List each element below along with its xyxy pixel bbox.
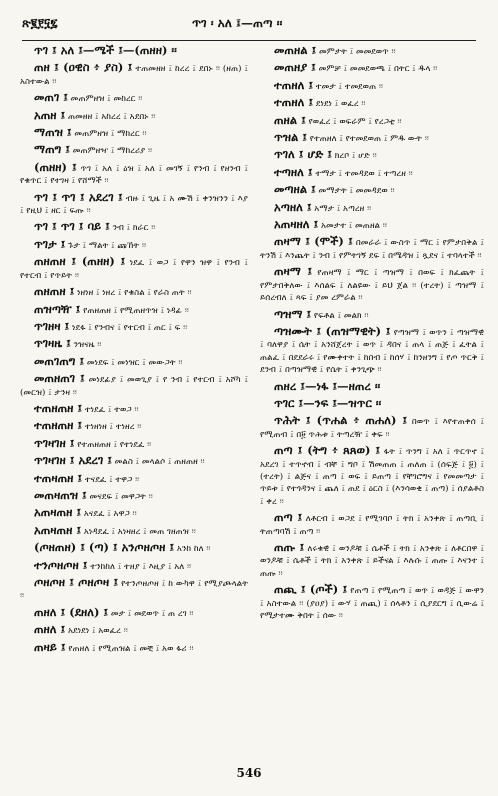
entry-definition: ብዙ ፤ ጊዜ ፤ አ ሙሽ ፤ ቀንዝንን ፤ እያ ፤ የዚህ ፤ ዘር ፤ ፍጡ ፡፡ xyxy=(20,193,248,217)
dictionary-entry xyxy=(260,183,484,197)
entry-definition: መነደፊያ ፤ መወጊያ ፤ የ ንብ ፤ የተርብ ፤ አሾካ ፤ (መርዝ) ፤ ታንዛ ፡፡ xyxy=(20,375,248,398)
entry-definition: ተመታ ፤ ተመደወጠ ፡፡ xyxy=(315,81,383,92)
entry-definition: ተማታ ፤ ተመዳደወ ፤ ተጣረዘ ፡፡ xyxy=(315,168,413,179)
dictionary-entry xyxy=(260,218,484,232)
dictionary-entry xyxy=(20,541,248,555)
right-column xyxy=(260,44,484,756)
entry-headword: መጠዘል ፤ xyxy=(274,44,317,57)
dictionary-entry xyxy=(20,337,248,351)
entry-definition: ነደፋ ፤ የንብና ፤ የተርብ ፤ ጠር ፤ ፍ ፡፡ xyxy=(71,322,188,333)
entry-headword: ጥገ ፤ አለ ፤—ሜች ፤—(ጠዘዘ) ፡፡ xyxy=(34,44,177,57)
dictionary-entry xyxy=(20,44,248,58)
dictionary-entry xyxy=(260,308,484,322)
dictionary-entry xyxy=(260,44,484,58)
entry-definition: መናደፍ ፤ መዋጋት ፡፡ xyxy=(89,491,153,502)
entry-definition: መማታት ፤ መመዳደወ ፡፡ xyxy=(318,186,395,197)
entry-definition: ንብ ፤ ክራር ፡፡ xyxy=(112,223,156,234)
dictionary-entry xyxy=(260,541,484,580)
entry-headword: ተጠዘጠዘ ፤ xyxy=(34,418,83,433)
dictionary-entry xyxy=(20,641,248,655)
entry-definition: አነዳደፈ ፤ አነዛዘረ ፤ መጠ ገዘጠዝ ፡፡ xyxy=(83,526,196,537)
dictionary-entry xyxy=(20,606,248,620)
entry-definition: ደነደነ ፤ ወፈረ ፡፡ xyxy=(315,99,366,110)
dictionary-entry xyxy=(260,444,484,508)
entry-headword: ጥሕት ፤ (ጥሐል ፥ ጠሐለ) ፤ xyxy=(274,413,408,428)
entry-definition: የፍቶል ፤ መልክ ፡፡ xyxy=(313,310,369,321)
dictionary-entry xyxy=(20,126,248,140)
dictionary-entry xyxy=(20,303,248,317)
entry-definition: መልስ ፤ መላልሶ ፤ ጠዘጠዘ ፡፡ xyxy=(114,457,205,468)
dictionary-entry xyxy=(260,79,484,93)
entry-definition: ነደፈ ፤ ወጋ ፤ የዋን ዝዋ ፤ የንብ ፤ የተርብ ፤ የጥይት ፡፡ xyxy=(20,258,248,281)
entry-headword: ጦዘጦዘ ፤ ጦዘጦዛ ፤ xyxy=(34,575,119,589)
page-number: 546 xyxy=(236,766,262,780)
entry-definition: አማታ ፤ አጣረዘ ፡፡ xyxy=(314,203,372,214)
dictionary-entry xyxy=(20,454,248,468)
entry-definition: ጠመዘዘ ፤ አከረረ ፤ አደበኑ ፡፡ xyxy=(68,111,156,122)
entry-definition: መጠምዘዝ ፤ መከረር ፡፡ xyxy=(70,94,143,105)
entry-headword: ጥገዛገዘ ፤ አደረገ ፤ xyxy=(34,453,112,468)
entry-definition: አደነደነ ፤ አወፈረ ፡፡ xyxy=(68,626,128,637)
dictionary-entry xyxy=(20,320,248,334)
entry-headword: ጠዛማ ፤ xyxy=(274,264,313,279)
left-column xyxy=(20,44,248,756)
dictionary-entry xyxy=(20,559,248,573)
entry-definition: መምታት ፤ መመደወጥ ፡፡ xyxy=(318,47,396,57)
dictionary-entry xyxy=(260,61,484,75)
entry-headword: መጠዛጠዝ ፤ xyxy=(34,487,87,502)
entry-definition: የጠጣ ፤ የሚጠጣ ፤ ወጥ ፤ ወዳጅ ፤ ውዋን ፤ አስተውል ፡፡ (ያዐያ) ፤ ውሃ ፤ ጠጪ) ፤ ሰላቶን ፤ ሲያደርግ ፤ ሲውሬ ፤ የሚታተሙ ቅበት ፤ ሰው ፡፡ xyxy=(260,586,484,622)
entry-definition: ጥገ ፤ አለ ፤ ዕዝ ፤ አለ ፤ መገኝ ፤ የንብ ፤ የዘንብ ፤ የቁጥር ፤ የተገዛ ፤ የሸማች ፡፡ xyxy=(20,163,248,187)
entry-headword: አጠዛጠዘ ፤ xyxy=(34,505,82,520)
entry-definition: ነዘነዘ ፤ ነዘረ ፤ የቁስል ፤ የራስ ጠት ፡፡ xyxy=(77,288,192,299)
entry-definition: የተጠዘለ ፤ የተመደወጠ ፤ ምዱ ውት ፡፡ xyxy=(309,134,429,145)
dictionary-entry xyxy=(260,148,484,162)
entry-headword: ጠዘጠዘ ፤ xyxy=(34,284,75,299)
dictionary-entry xyxy=(20,285,248,299)
entry-headword: ጠጡ ፤ xyxy=(274,540,305,554)
entry-headword: (ጦዘጠዘ) ፤ (ጣ) ፤ አንጦዘጦዘ ፤ xyxy=(34,540,175,555)
entry-headword: ጠዘጠዘ ፤ (ጠዘዘ) ፤ xyxy=(34,254,126,269)
entry-definition: ጉታ ፤ ማልት ፤ ጩኸት ፡፡ xyxy=(68,240,146,251)
entry-headword: መጠዘጠገ ፤ xyxy=(34,371,85,386)
entry-headword: ጥገዛዜ ፤ xyxy=(34,336,71,351)
entry-headword: አጠዛዘለ ፤ xyxy=(274,217,319,232)
entry-headword: አጠዘ ፤ xyxy=(34,107,66,122)
dictionary-entry xyxy=(20,109,248,123)
entry-definition: የጣዝማ ፤ ወጥን ፤ ጣዝማዊ ፤ ባለዋያ ፤ ሴት ፤ አንሸጀረት ፤ ወጥ ፤ ዳበና ፤ ጠላ ፤ ጠጅ ፤ ፈትል ፤ ጠልፈ ፤ በደደራሩ ፤ የሙቀተት ፤ ከበብ ፤ ከሰሃ ፤ ከንዘንግ ፤ የጦ ጥርቅ ፤ ደንብ ፤ በጣዝማዊ ፤ የሴት ፤ ቀንጊጭ ፡፡ xyxy=(260,327,484,376)
dictionary-entry xyxy=(260,397,484,411)
entry-headword: ጣዝማ ፤ xyxy=(274,306,312,321)
dictionary-entry xyxy=(20,419,248,433)
entry-definition: ተነደፈ ፤ ተወጋ ፡፡ xyxy=(84,404,139,415)
dictionary-entry xyxy=(260,131,484,145)
entry-headword: ማጠዝ ፤ xyxy=(34,125,72,140)
dictionary-entry xyxy=(20,437,248,451)
entry-headword: ተጠዘለ ፤ xyxy=(274,77,314,92)
entry-headword: ጣዝሙት ፤ (ጠዝማዊት) ፤ xyxy=(274,323,391,338)
entry-headword: ተንጦዘጦዘ ፤ xyxy=(34,557,88,572)
dictionary-entry xyxy=(20,255,248,282)
entry-headword: ጠዛይ ፤ xyxy=(34,639,66,654)
entry-headword: ተጣዘለ ፤ xyxy=(274,164,313,179)
entry-definition: የጠዘጠዘ ፤ የሚጠዘጥዝ ፤ ነዳፊ ፡፡ xyxy=(83,305,189,316)
dictionary-entry xyxy=(260,583,484,622)
entry-headword: ጠጣ ፤ xyxy=(274,510,303,525)
entry-headword: መጠገጠግ ፤ xyxy=(34,353,85,368)
dictionary-entry xyxy=(20,238,248,252)
entry-definition: የተጠዘጠዘ ፤ የተነደፈ ፡፡ xyxy=(77,439,152,450)
page-header xyxy=(22,16,476,36)
entry-definition: የተንጦዘጦዘ ፤ ከ ውካዋ ፤ የሚያጮላልት ፡፡ xyxy=(20,579,248,602)
entry-headword: መጣዘል ፤ xyxy=(274,182,316,197)
entry-definition: መታ ፤ መደወጥ ፤ ጠ ረገ ፡፡ xyxy=(110,608,194,619)
dictionary-entry xyxy=(260,96,484,110)
entry-headword: ጥገታ ፤ xyxy=(34,236,66,251)
entry-headword: ጠጪ ፤ (ጦች) ፤ xyxy=(274,582,348,597)
entry-headword: መጠገ ፤ xyxy=(34,90,68,105)
entry-headword: ተጠዘጠዘ ፤ xyxy=(34,400,83,415)
dictionary-entry xyxy=(260,511,484,538)
dictionary-entry xyxy=(20,576,248,603)
entry-headword: ጠዘለ ፤ (ደዘለ) ፤ xyxy=(34,604,109,619)
entry-headword: ተጠዘለ ፤ xyxy=(274,95,314,110)
entry-headword: ጠዘረ ፤—ነፋ ፤—ዘጠረ ፡፡ xyxy=(274,378,381,393)
dictionary-entry xyxy=(20,524,248,538)
entry-definition: አናደፈ ፤ አዋጋ ፡፡ xyxy=(83,509,137,520)
entry-definition: ክረቦ ፤ ሆድ ፡፡ xyxy=(334,151,377,162)
entry-definition: ተንከከለ ፤ ተዘያ ፤ እዚያ ፤ አለ ፡፡ xyxy=(90,561,192,572)
running-head: ጥገ ፡ አለ ፤—ጠጣ ፡፡ xyxy=(192,16,283,30)
entry-headword: ማጠግ ፤ xyxy=(34,142,71,157)
entry-headword: ጥዝል ፤ xyxy=(274,130,308,145)
entry-definition: የጠዘለ ፤ የሚጠዝል ፤ መቺ ፤ አወ ፋሪ ፡፡ xyxy=(68,643,194,654)
entry-headword: ጥገዘዛ ፤ xyxy=(34,318,70,333)
entry-definition: ተነዘነዘ ፤ ተነዘረ ፡፡ xyxy=(84,422,142,433)
entry-headword: ጥገር ፤—ንፍ ፤—ዝጥር ፡፡ xyxy=(274,395,382,410)
page-header-left: ጽ፪፻፶፯ xyxy=(22,16,58,30)
entry-definition: ለቶርብ ፤ ወጋደ ፤ የሚገባቦ ፤ ትክ ፤ አንቀጽ ፤ ጠጣቢ ፤ ትጠጣባሽ ፤ ጠጣ ፡፡ xyxy=(260,514,484,537)
entry-headword: ጠዘ ፤ (ዐዊስ ፥ ያስ) ፤ xyxy=(34,60,133,75)
dictionary-entry xyxy=(260,265,484,304)
dictionary-entry xyxy=(260,325,484,377)
dictionary-entry xyxy=(260,166,484,180)
dictionary-entry xyxy=(20,355,248,369)
entry-headword: ጠጣ ፤ (ትግ ፥ ጸጸወ) ፤ xyxy=(274,443,381,458)
dictionary-entry xyxy=(20,143,248,157)
entry-headword: ጥገ ፤ ጥገ ፤ አደረገ ፤ xyxy=(34,189,123,204)
entry-headword: ጠዛማ ፤ (ሞች) ፤ xyxy=(274,234,353,249)
dictionary-entry xyxy=(20,623,248,637)
entry-definition: ተናደፈ ፤ ተዋጋ ፡፡ xyxy=(84,474,140,485)
dictionary-entry xyxy=(260,235,484,262)
entry-headword: (ጠዘዘ) ፤ xyxy=(34,159,77,174)
dictionary-entry xyxy=(260,414,484,441)
entry-headword: ጠዝጣዥ ፤ xyxy=(34,301,81,316)
entry-definition: የጠዛማ ፤ ማር ፤ ጣዝማ ፤ በወፍ ፤ ክፈጨት ፤ የምታበቅለው ፤ እሰልፍ ፤ ለልዩው ፤ ይህ ጀል ፡፡ (ተረት) ፤ ጣዝማ ፤ ይሰረብለ ፤ ጻፍ ፤ ያመ ረምራል ፡፡ xyxy=(260,268,484,304)
header-rule xyxy=(22,40,476,41)
entry-headword: አጠዛጠዘ ፤ xyxy=(34,522,82,537)
entry-headword: አጣዘለ ፤ xyxy=(274,199,312,214)
dictionary-entry xyxy=(260,380,484,394)
dictionary-entry xyxy=(260,114,484,128)
entry-definition: መነደፍ ፤ መነዝር ፤ መውጋት ፡፡ xyxy=(86,357,183,368)
entry-definition: ተጠመዘዘ ፤ ከረረ ፤ ደበኑ ፡፡ (ዘጠ) ፤ አስተውል ፡፡ xyxy=(20,64,248,87)
entry-definition: ፋት ፤ ጥንግ ፤ አለ ፤ ጥርጥኖ ፤ አደረገ ፤ ተጥኖብ ፤ ብቸ ፤ ግቦ ፤ ሽመጠጠ ፤ ጠለጠ ፤ (ሰፍጅ ፤ ፱) ፤ (ተረት) ፤ ልጅና ፤ ጠጣ ፤ ወፍ ፤ ይጠጣ ፤ የቸገሮግና ፤ የመመጣታ ፤ ጥይቱ ፤ የተጎዳንና ፤ ጨለ ፤ ጠደ ፤ ዕርስ ፤ (እንሳወቂ ፤ ጠጣ) ፤ ሰያልቶስ ፤ ቀረ ፡፡ xyxy=(260,447,484,507)
entry-headword: ጥገዛገዘ ፤ xyxy=(34,435,75,450)
dictionary-entry xyxy=(20,61,248,88)
entry-definition: አመታተ ፤ መጠዘል ፡፡ xyxy=(321,221,387,232)
entry-definition: መጠምዘዝ ፤ ማከረር ፡፡ xyxy=(74,129,147,140)
dictionary-entry xyxy=(20,489,248,503)
entry-headword: ጥገ ፤ ጥገ ፤ ባይ ፤ xyxy=(34,219,110,234)
entry-headword: ተጠዛጠዘ ፤ xyxy=(34,470,83,485)
entry-headword: ጥገለ ፤ ሆድ ፤ xyxy=(274,147,332,162)
entry-definition: ንዝናዜ ፡፡ xyxy=(73,340,102,351)
entry-headword: ጠዘል ፤ xyxy=(274,112,306,127)
entry-definition: መምቻ ፤ መመደወጫ ፤ በትር ፤ ዱላ ፡፡ xyxy=(318,64,438,75)
entry-headword: መጠዘያ ፤ xyxy=(274,60,316,75)
entry-definition: በመራራ ፤ ውስጥ ፤ ማር ፤ የምታበቅል ፤ ትንሽ ፤ እንጨት ፤ ንብ ፤ የምትገኝ ደፍ ፤ በሜዳዝ ፤ ጿደና ፤ ተባላተች ፡፡ xyxy=(260,238,484,261)
dictionary-entry xyxy=(20,472,248,486)
entry-definition: የወፈረ ፤ ወፍራም ፤ የረጋቲ ፡፡ xyxy=(308,116,402,127)
entry-definition: አንከ ከለ ፡፡ xyxy=(176,544,211,555)
dictionary-entry xyxy=(260,201,484,215)
entry-definition: በወጥ ፤ እየተጠቀሰ ፤ የሚጠብ ፤ በ፱ ጥሕቱ ፤ ትጣረዥ ፤ ቀፍ ፡፡ xyxy=(260,417,484,440)
dictionary-entry xyxy=(20,372,248,399)
dictionary-entry xyxy=(20,506,248,520)
entry-definition: መጠምዘዣ ፤ ማከረሪያ ፡፡ xyxy=(72,146,153,157)
dictionary-entry xyxy=(20,161,248,188)
dictionary-entry xyxy=(20,220,248,234)
dictionary-entry xyxy=(20,402,248,416)
dictionary-entry xyxy=(20,91,248,105)
dictionary-entry xyxy=(20,191,248,218)
entry-definition: ለሩቁዊ ፤ ወንዶቹ ፤ ሴቶች ፤ ትክ ፤ አንቀጽ ፤ ለቶርበዋ ፤ ወንዶቹ ፤ ሴቶች ፤ ትክ ፤ አንቀጽ ፤ ይችናል ፤ እሉሱ ፤ ጠጡ ፤ እናንተ ፤ ጠጡ ፡፡ xyxy=(260,544,484,579)
entry-headword: ጠዘለ ፤ xyxy=(34,622,66,637)
